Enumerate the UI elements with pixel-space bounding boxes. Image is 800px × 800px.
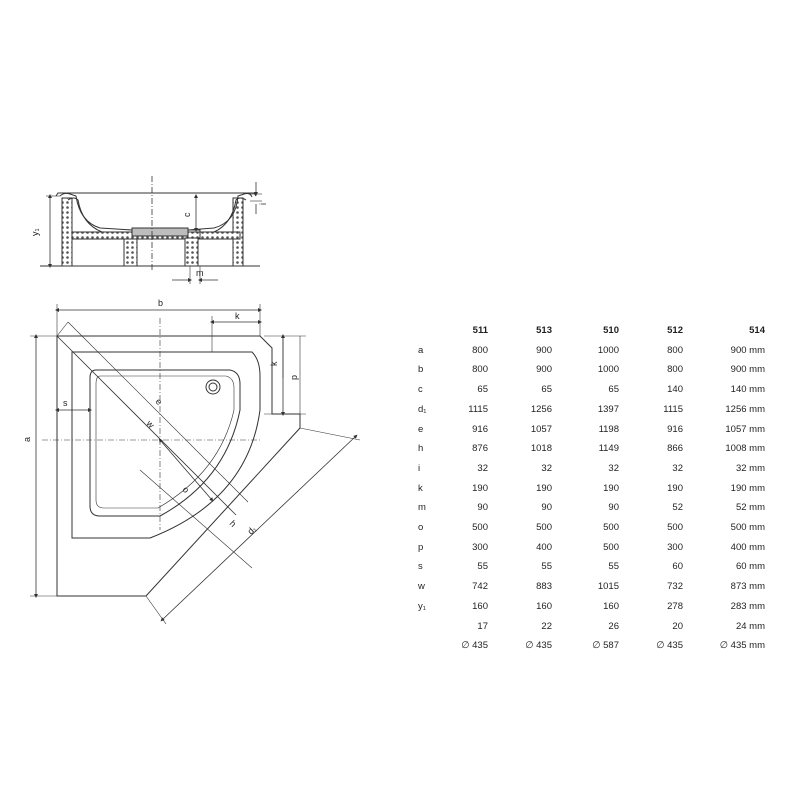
cell-value: 52 mm	[735, 502, 765, 514]
cell-value: 866	[667, 443, 683, 455]
cell-value: 278	[667, 600, 683, 612]
cell-value: 1115	[468, 403, 488, 415]
cell-value: 32	[541, 462, 552, 474]
table-row	[410, 597, 765, 617]
table-row	[410, 380, 765, 400]
cross-section-view	[40, 176, 262, 284]
table-header-corner	[410, 321, 444, 341]
cell-value: 900 mm	[730, 344, 765, 356]
cell-value: 283 mm	[730, 600, 765, 612]
cell-value: 140 mm	[730, 384, 765, 396]
cell-value: 60	[672, 561, 683, 573]
label-k: k	[235, 311, 240, 321]
dimension-table	[410, 321, 765, 656]
cell-value: 1008 mm	[725, 443, 765, 455]
model-header: 510	[603, 325, 619, 336]
cell-value: 500	[603, 522, 619, 534]
cell-value: 190	[603, 482, 619, 494]
label-m: m	[196, 268, 204, 278]
cell-value: 20	[672, 620, 683, 632]
cell-value: 300	[472, 541, 488, 553]
cell-value: 17	[477, 620, 488, 632]
cell-value: 160	[603, 600, 619, 612]
table-row	[410, 459, 765, 479]
table-row	[410, 400, 765, 420]
table-row	[410, 538, 765, 558]
cell-value: 500	[536, 522, 552, 534]
cell-value: 800	[667, 344, 683, 356]
label-h: h	[227, 518, 239, 529]
cell-value: 90	[477, 502, 488, 514]
cell-value: ∅ 435	[461, 640, 488, 652]
row-parameter: h	[418, 443, 424, 455]
cell-value: 65	[477, 384, 488, 396]
cell-value: 400	[536, 541, 552, 553]
cell-value: 500 mm	[730, 522, 765, 534]
row-parameter: p	[418, 541, 424, 553]
cell-value: 140	[667, 384, 683, 396]
label-p: p	[289, 374, 299, 380]
row-parameter: w	[418, 581, 425, 593]
table-row	[410, 439, 765, 459]
model-header: 514	[749, 325, 765, 336]
row-parameter	[410, 617, 444, 637]
row-parameter: o	[418, 522, 424, 534]
table-header-row	[410, 321, 765, 341]
cell-value: 900 mm	[730, 364, 765, 376]
cell-value: 400 mm	[730, 541, 765, 553]
cell-value: 1115	[663, 403, 683, 415]
cell-value: 190	[536, 482, 552, 494]
cell-value: ∅ 435	[525, 640, 552, 652]
cell-value: 1198	[598, 423, 619, 435]
cell-value: 90	[608, 502, 619, 514]
label-d1: d₁	[245, 523, 259, 537]
cell-value: 900	[536, 344, 552, 356]
row-parameter: i	[418, 462, 421, 474]
cell-value: 160	[472, 600, 488, 612]
cell-value: 65	[608, 384, 619, 396]
plan-labels	[22, 298, 299, 536]
label-b: b	[158, 298, 164, 308]
row-parameter: m	[418, 502, 426, 514]
cell-value: ∅ 587	[592, 640, 619, 652]
cell-value: 190	[472, 482, 488, 494]
cell-value: 1057 mm	[725, 423, 765, 435]
table-row	[410, 341, 765, 361]
row-parameter: y₁	[418, 600, 426, 612]
table-row	[410, 479, 765, 499]
row-parameter: k	[418, 482, 423, 494]
table-row	[410, 498, 765, 518]
model-header: 513	[536, 325, 552, 336]
cell-value: 1397	[597, 403, 619, 415]
cell-value: 32 mm	[735, 462, 765, 474]
cell-value: 732	[667, 581, 683, 593]
row-parameter: b	[418, 364, 424, 376]
row-parameter: s	[418, 561, 423, 573]
label-a: a	[22, 436, 32, 442]
cell-value: 1018	[530, 443, 552, 455]
cell-value: 883	[536, 581, 552, 593]
cell-value: ∅ 435	[656, 640, 683, 652]
cell-value: 1000	[597, 364, 619, 376]
cell-value: 1256	[530, 403, 552, 415]
label-o: o	[180, 484, 192, 495]
row-parameter	[410, 636, 444, 656]
row-parameter: e	[418, 423, 424, 435]
cell-value: 900	[536, 364, 552, 376]
table-row	[410, 577, 765, 597]
cell-value: 500	[472, 522, 488, 534]
label-e: e	[153, 396, 165, 407]
cell-value: 800	[667, 364, 683, 376]
plan-view	[30, 304, 360, 624]
cell-value: 52	[672, 502, 683, 514]
cell-value: 873 mm	[730, 581, 765, 593]
model-header: 511	[472, 325, 488, 336]
cell-value: 160	[536, 600, 552, 612]
table-row	[410, 518, 765, 538]
table-row	[410, 360, 765, 380]
cell-value: 55	[477, 561, 488, 573]
cell-value: 1256 mm	[725, 403, 765, 415]
cell-value: ∅ 435 mm	[719, 640, 765, 652]
cell-value: 916	[667, 423, 683, 435]
cell-value: 190 mm	[730, 482, 765, 494]
label-y1: y₁	[30, 228, 40, 236]
cell-value: 500	[603, 541, 619, 553]
table-row	[410, 420, 765, 440]
label-k-vertical: k	[269, 361, 279, 366]
table-row	[410, 617, 765, 637]
cell-value: 190	[667, 482, 683, 494]
row-parameter: d₁	[418, 403, 427, 415]
label-s: s	[63, 398, 68, 408]
cell-value: 1057	[530, 423, 552, 435]
cell-value: 1000	[597, 344, 619, 356]
cell-value: 55	[541, 561, 552, 573]
cell-value: 1149	[598, 443, 619, 455]
row-parameter: a	[418, 344, 424, 356]
cell-value: 876	[472, 443, 488, 455]
cell-value: 32	[672, 462, 683, 474]
cell-value: 32	[477, 462, 488, 474]
cell-value: 500	[667, 522, 683, 534]
table-row	[410, 636, 765, 656]
cell-value: 24 mm	[735, 620, 765, 632]
cell-value: 800	[472, 344, 488, 356]
cell-value: 32	[608, 462, 619, 474]
cell-value: 300	[667, 541, 683, 553]
cell-value: 65	[541, 384, 552, 396]
label-w: w	[144, 418, 157, 431]
cell-value: 55	[608, 561, 619, 573]
cell-value: 26	[608, 620, 619, 632]
table-row	[410, 557, 765, 577]
model-header: 512	[667, 325, 683, 336]
cell-value: 1015	[597, 581, 619, 593]
cell-value: 742	[472, 581, 488, 593]
cell-value: 90	[541, 502, 552, 514]
cell-value: 60 mm	[735, 561, 765, 573]
label-c: c	[182, 212, 192, 217]
cell-value: 800	[472, 364, 488, 376]
label-i: i	[258, 203, 268, 205]
cell-value: 22	[541, 620, 552, 632]
cell-value: 916	[472, 423, 488, 435]
row-parameter: c	[418, 384, 423, 396]
